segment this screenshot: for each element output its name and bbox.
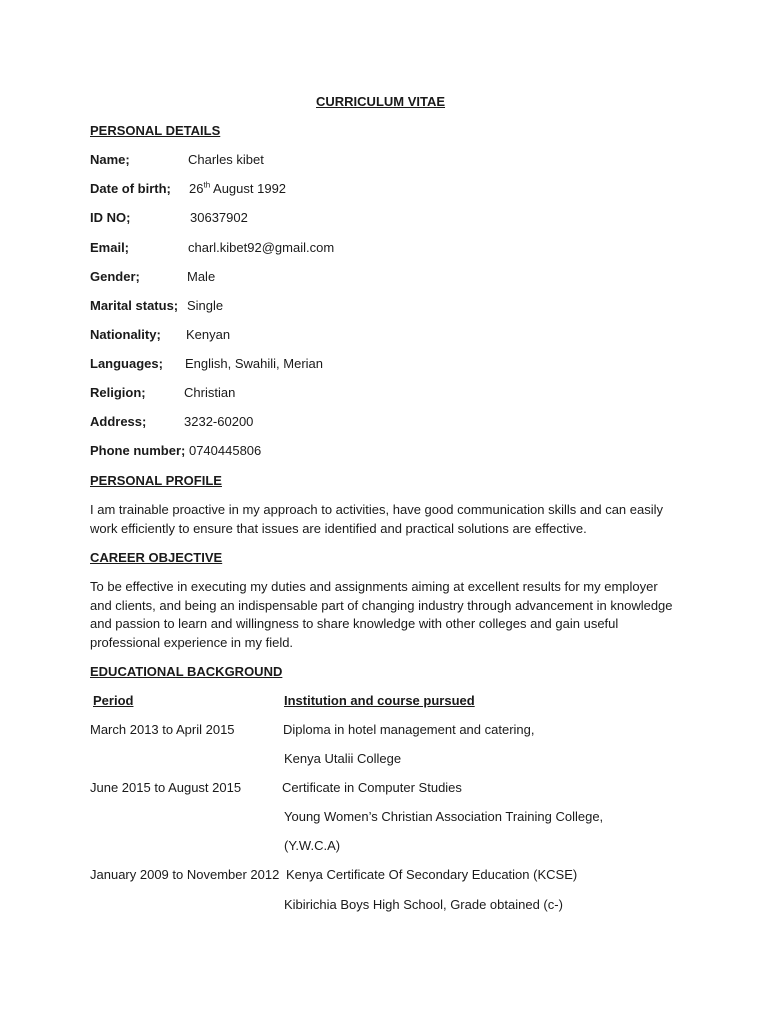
education-col-institution: Institution and course pursued (284, 693, 475, 708)
education-row-line: Young Women’s Christian Association Training College, (284, 809, 604, 824)
education-row-line: Kenya Certificate Of Secondary Education (KCSE) (286, 867, 578, 882)
education-row-line: (Y.W.C.A) (284, 838, 341, 853)
phone-line (90, 443, 261, 459)
education-row-period: March 2013 to April 2015 (90, 722, 235, 737)
education-row-line: Kibirichia Boys High School, Grade obtained (c-) (284, 897, 563, 912)
education-row-period: January 2009 to November 2012 (90, 867, 280, 882)
dob-value (189, 181, 286, 197)
marital-value: Single (187, 298, 224, 313)
document-title: CURRICULUM VITAE (316, 94, 446, 109)
id-label: ID NO; (90, 210, 131, 225)
career-objective-heading: CAREER OBJECTIVE (90, 550, 223, 565)
name-label: Name; (90, 152, 130, 167)
religion-label: Religion; (90, 385, 146, 400)
email-value: charl.kibet92@gmail.com (188, 240, 335, 255)
dob-suffix: th (203, 180, 211, 190)
education-row-line: Certificate in Computer Studies (282, 780, 462, 795)
marital-label: Marital status; (90, 298, 179, 313)
languages-label: Languages; (90, 356, 163, 371)
education-col-period: Period (93, 693, 134, 708)
email-label: Email; (90, 240, 130, 255)
religion-value: Christian (184, 385, 236, 400)
dob-day: 26 (189, 181, 204, 196)
education-row-line: Kenya Utalii College (284, 751, 402, 766)
nationality-label: Nationality; (90, 327, 161, 342)
education-row-period: June 2015 to August 2015 (90, 780, 242, 795)
languages-value: English, Swahili, Merian (185, 356, 324, 371)
career-objective-text: To be effective in executing my duties and assignments aiming at excellent results for my employer and clients, and being an indispensable part of changing industry through advancement in knowledge and passion to learn and willingness to share knowledge with other colleges and gain useful professional experience in my field. (90, 579, 673, 650)
personal-details-heading: PERSONAL DETAILS (90, 123, 221, 138)
dob-rest: August 1992 (210, 181, 287, 196)
education-row-line: Diploma in hotel management and catering, (283, 722, 535, 737)
name-value: Charles kibet (188, 152, 264, 167)
nationality-value: Kenyan (186, 327, 231, 342)
personal-profile-text: I am trainable proactive in my approach to activities, have good communication skills and can easily work efficiently to ensure that issues are identified and practical solutions are effective. (90, 502, 664, 536)
id-value: 30637902 (190, 210, 248, 225)
personal-profile-heading: PERSONAL PROFILE (90, 473, 222, 488)
address-value: 3232-60200 (184, 414, 254, 429)
dob-label: Date of birth; (90, 181, 171, 196)
phone-label: Phone number; (90, 443, 186, 458)
phone-value: 0740445806 (188, 443, 262, 458)
gender-value: Male (187, 269, 216, 284)
address-label: Address; (90, 414, 147, 429)
gender-label: Gender; (90, 269, 140, 284)
education-heading: EDUCATIONAL BACKGROUND (90, 664, 283, 679)
